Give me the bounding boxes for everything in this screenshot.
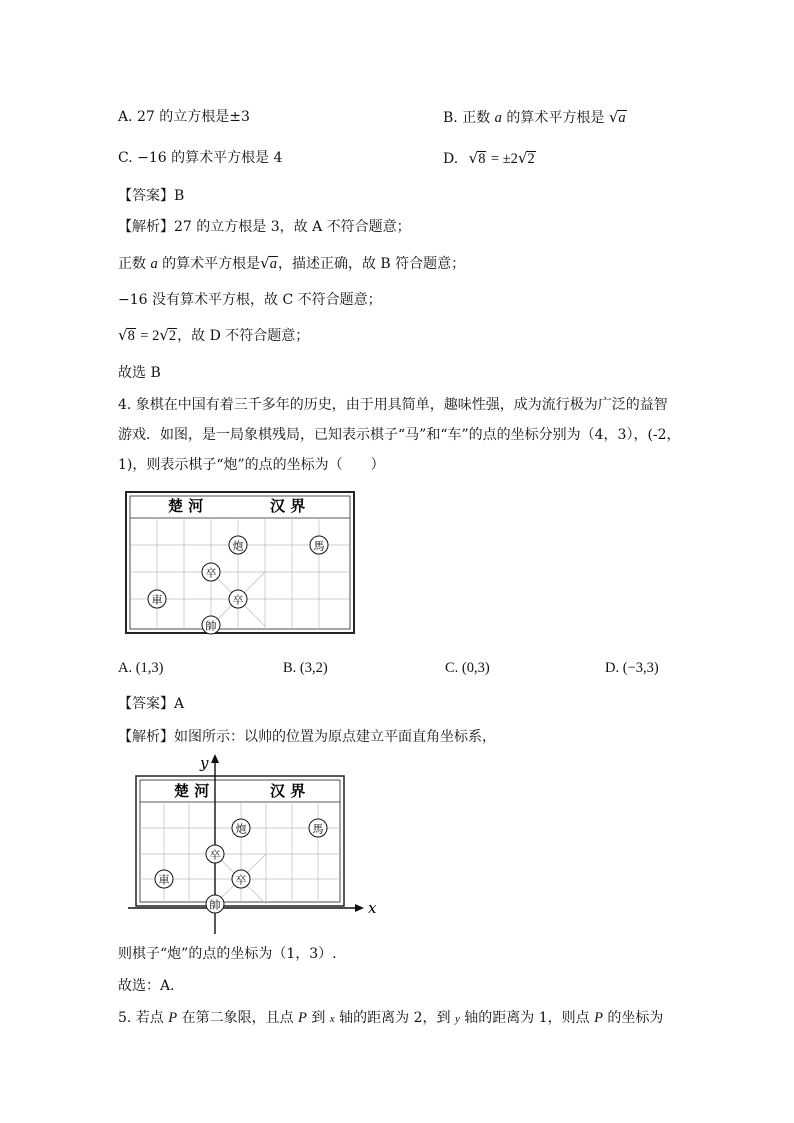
q3-explanation-4 [118,325,309,346]
q3-option-b-text: 的算术平方根是 [506,110,605,126]
piece-zu-lower [232,870,250,888]
q4-option-c: C. (0,3) [445,660,490,676]
board-grid [140,802,340,904]
radical-sign: √ [260,254,270,272]
piece-che-label: 車 [151,593,163,607]
q5-point-p-2: P [298,1010,307,1026]
q5-point-p-1: P [168,1010,178,1026]
q5-text-a: 5. 若点 [118,1010,164,1026]
q3-option-b-radicand: a [618,110,626,126]
q3-option-d-radicand-1: 8 [478,151,486,167]
q3-option-b-prefix: B. 正数 [443,110,491,126]
piece-pao [232,819,250,837]
chess-board-axes-figure [124,752,380,937]
piece-pao-label: 炮 [232,539,244,553]
piece-zu-upper [202,563,220,581]
q3-exp2-radicand: a [269,256,277,272]
q3-exp2-text-b: 的算术平方根是 [162,256,261,272]
q4-option-a: A. (1,3) [118,660,164,676]
q3-exp2-variable: a [150,256,158,272]
piece-shuai [206,895,224,913]
q4-answer: 【答案】A [118,696,185,712]
q3-option-c: C. −16 的算术平方根是 4 [118,150,283,166]
q3-exp4-radicand-2: 2 [168,328,177,344]
q3-explanation-2 [118,253,465,274]
board-grid [130,518,350,629]
q5-text-d: 轴的距离为 2，到 [339,1010,451,1026]
piece-pao [229,536,247,554]
q3-explanation-3: −16 没有算术平方根，故 C 不符合题意； [118,292,382,308]
q4-result: 则棋子“炮”的点的坐标为（1，3）. [118,946,337,962]
q3-option-d-prefix: D. [443,151,459,167]
q5-x-symbol: x [329,1013,335,1025]
q5-y-symbol: y [454,1013,460,1025]
piece-shuai-label: 帥 [209,898,221,912]
q3-option-b [443,107,627,128]
x-axis-arrow-icon [355,904,364,912]
radical-sign: √ [468,149,479,167]
board-inner-frame [130,496,350,629]
q4-option-d: D. (−3,3) [605,660,659,676]
q4-stem-line-2: 游戏．如图，是一局象棋残局，已知表示棋子“马”和“车”的点的坐标分别为（4，3），(-2， [118,427,681,443]
q5-text-b: 在第二象限，且点 [181,1010,294,1026]
piece-ma-label: 馬 [312,822,324,836]
piece-che [148,590,166,608]
q3-option-d-radicand-2: 2 [527,151,535,167]
piece-pao-label: 炮 [235,822,247,836]
q3-answer: 【答案】B [118,188,185,204]
q5-stem [118,1008,663,1029]
board-outer-frame [126,492,354,633]
radical-sign: √ [608,108,619,126]
q3-choose: 故选 B [118,365,161,381]
y-axis-label: y [200,754,209,772]
q3-option-d [443,148,536,169]
piece-zu-lower [229,590,247,608]
q5-point-p-3: P [594,1010,603,1026]
piece-ma [309,819,327,837]
x-axis-label: x [368,899,377,917]
q3-exp4-tail: ，故 D 不符合题意； [177,328,310,344]
q4-option-b: B. (3,2) [283,660,328,676]
piece-zu-upper-label: 卒 [205,566,217,580]
river-label-left: 楚 河 [168,497,204,515]
q3-exp4-equals: = 2 [140,328,160,344]
piece-ma-label: 馬 [313,539,325,553]
q3-option-d-equals: = ±2 [490,151,518,167]
q3-option-b-variable: a [494,110,502,126]
piece-shuai [202,616,220,634]
radical-sign: √ [517,149,528,167]
chess-board-figure [124,490,356,635]
q3-exp4-radicand-1: 8 [127,328,135,344]
q4-stem-line-3: 1)，则表示棋子“炮”的点的坐标为（ ） [118,457,385,473]
radical-sign: √ [118,326,128,344]
q3-explanation-1: 【解析】27 的立方根是 3，故 A 不符合题意； [118,219,411,235]
q5-text-c: 到 [311,1010,326,1026]
piece-zu-upper-label: 卒 [209,848,221,862]
q4-explanation-1: 【解析】如图所示：以帅的位置为原点建立平面直角坐标系， [118,729,496,745]
river-label-left: 楚 河 [174,782,210,800]
piece-zu-lower-label: 卒 [232,593,244,607]
piece-ma [310,536,328,554]
piece-shuai-label: 帥 [205,619,217,633]
piece-zu-lower-label: 卒 [235,873,247,887]
q4-stem-line-1: 4. 象棋在中国有着三千多年的历史，由于用具简单，趣味性强，成为流行极为广泛的益智 [118,397,668,413]
q3-exp2-text-a: 正数 [118,256,146,272]
q4-choose: 故选：A． [118,978,185,994]
piece-che [155,870,173,888]
q5-text-e: 轴的距离为 1，则点 [464,1010,590,1026]
piece-che-label: 車 [158,873,170,887]
q3-option-a: A. 27 的立方根是±3 [118,109,250,125]
q3-exp2-text-c: ，描述正确，故 B 符合题意； [277,256,466,272]
piece-zu-upper [206,845,224,863]
radical-sign: √ [159,326,169,344]
q5-text-f: 的坐标为 [607,1010,664,1026]
y-axis-arrow-icon [211,754,219,763]
river-label-right: 汉 界 [270,782,306,800]
river-label-right: 汉 界 [270,497,306,515]
